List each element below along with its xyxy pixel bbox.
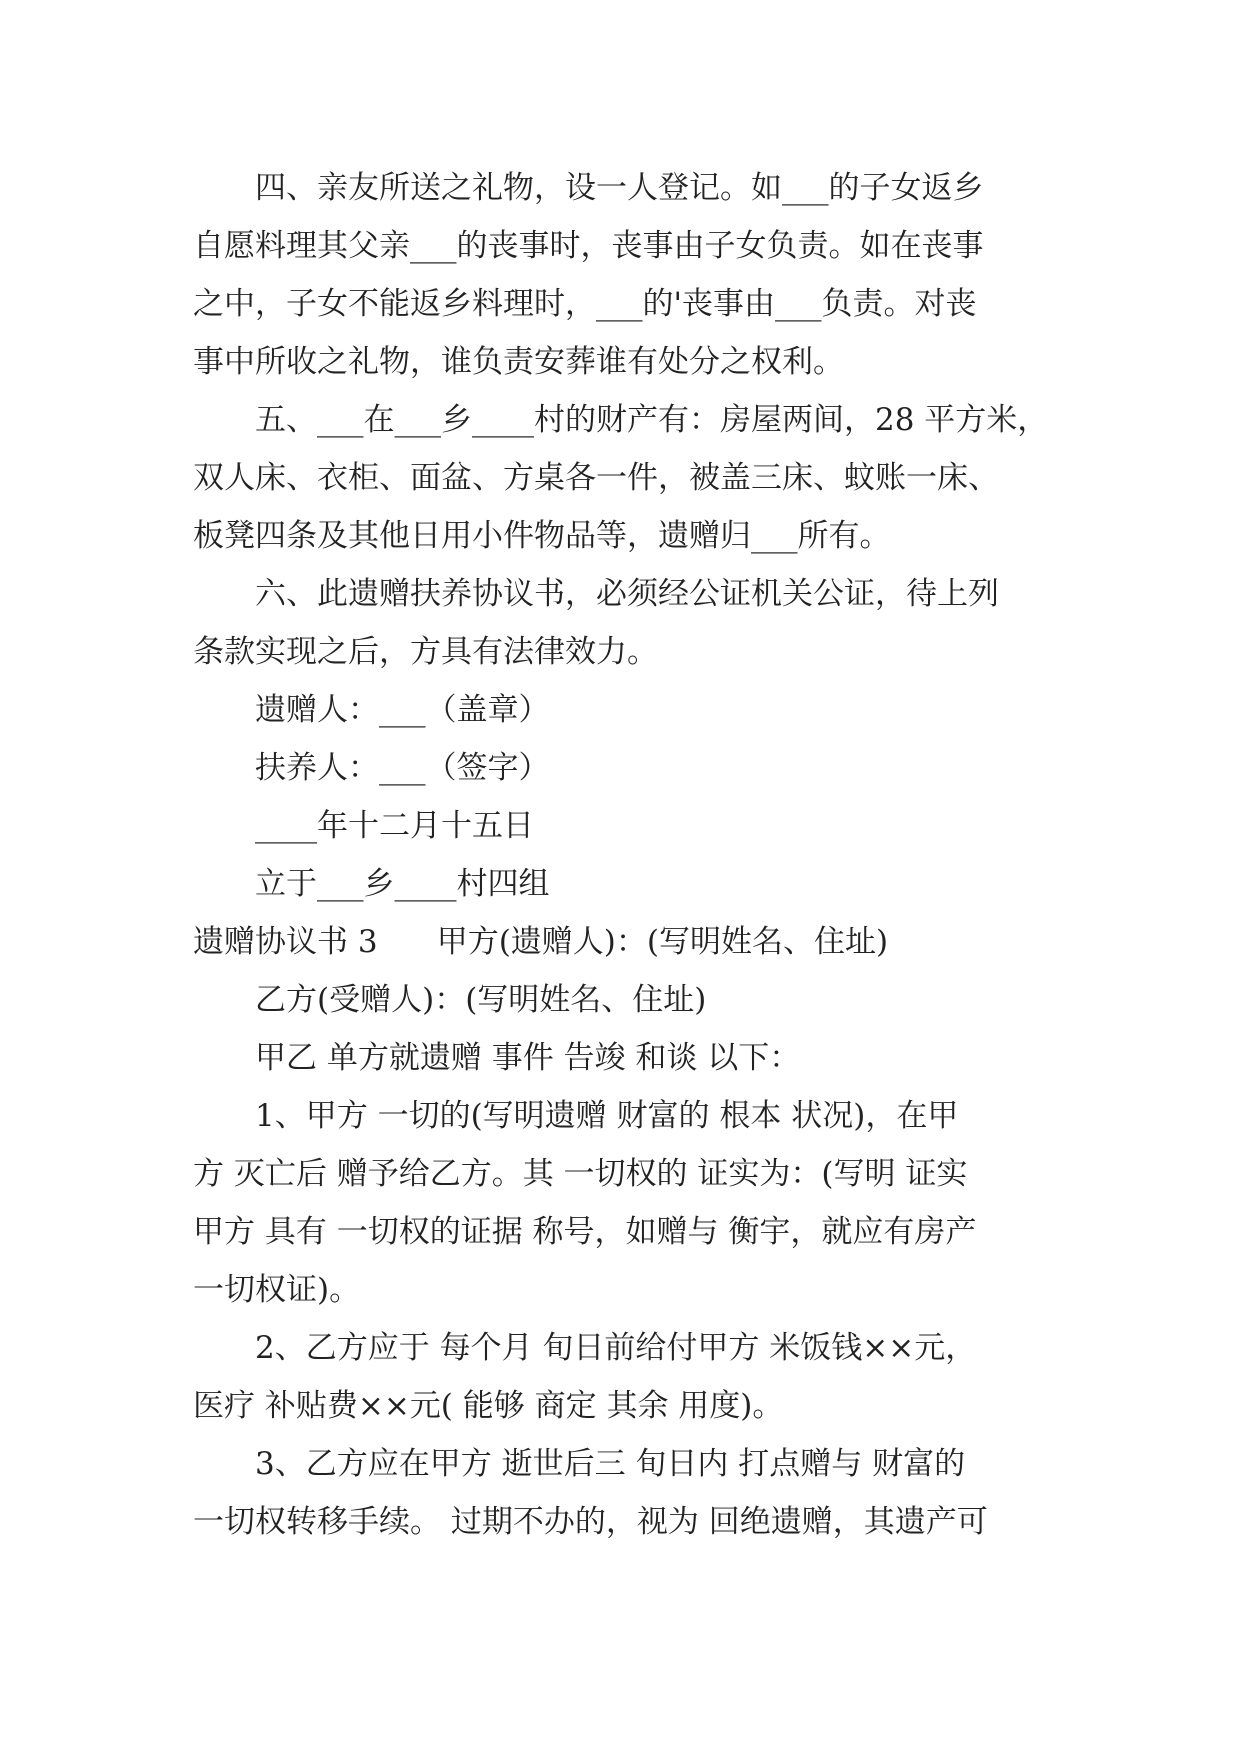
section-heading: 遗赠协议书 3 甲方(遗赠人)：(写明姓名、住址) — [193, 924, 889, 960]
text-line: 3、乙方应在甲方 逝世后三 旬日内 打点赠与 财富的 — [255, 1446, 966, 1482]
date-line: ____年十二月十五日 — [255, 808, 534, 844]
text-line: 2、乙方应于 每个月 旬日前给付甲方 米饭钱××元， — [255, 1330, 977, 1366]
text-line: 医疗 补贴费××元( 能够 商定 其余 用度)。 — [193, 1388, 784, 1424]
text-line: 一切权转移手续。 过期不办的，视为 回绝遗赠，其遗产可 — [193, 1504, 988, 1540]
text-line: 条款实现之后，方具有法律效力。 — [193, 634, 658, 670]
text-line: 1、甲方 一切的(写明遗赠 财富的 根本 状况)，在甲 — [255, 1098, 959, 1134]
signature-line-supporter: 扶养人：___（签字） — [255, 750, 550, 786]
text-line: 板凳四条及其他日用小件物品等，遗赠归___所有。 — [193, 518, 891, 554]
text-line: 甲乙 单方就遗赠 事件 告竣 和谈 以下： — [255, 1040, 801, 1076]
text-line: 六、此遗赠扶养协议书，必须经公证机关公证，待上列 — [255, 576, 999, 612]
text-line: 一切权证)。 — [193, 1272, 361, 1308]
location-line: 立于___乡____村四组 — [255, 866, 550, 902]
text-line: 双人床、衣柜、面盆、方桌各一件，被盖三床、蚊账一床、 — [193, 460, 999, 496]
text-line: 甲方 具有 一切权的证据 称号，如赠与 衡宇，就应有房产 — [193, 1214, 977, 1250]
text-line: 乙方(受赠人)：(写明姓名、住址) — [255, 982, 707, 1018]
text-line: 四、亲友所送之礼物，设一人登记。如___的子女返乡 — [255, 170, 984, 206]
text-line: 之中，子女不能返乡料理时，___的'丧事由___负责。对丧 — [193, 286, 977, 322]
text-line: 事中所收之礼物，谁负责安葬谁有处分之权利。 — [193, 344, 844, 380]
text-line: 五、___在___乡____村的财产有：房屋两间，28 平方米， — [255, 402, 1049, 438]
signature-line-bequeather: 遗赠人：___（盖章） — [255, 692, 550, 728]
text-line: 自愿料理其父亲___的丧事时，丧事由子女负责。如在丧事 — [193, 228, 984, 264]
text-line: 方 灭亡后 赠予给乙方。其 一切权的 证实为：(写明 证实 — [193, 1156, 968, 1192]
